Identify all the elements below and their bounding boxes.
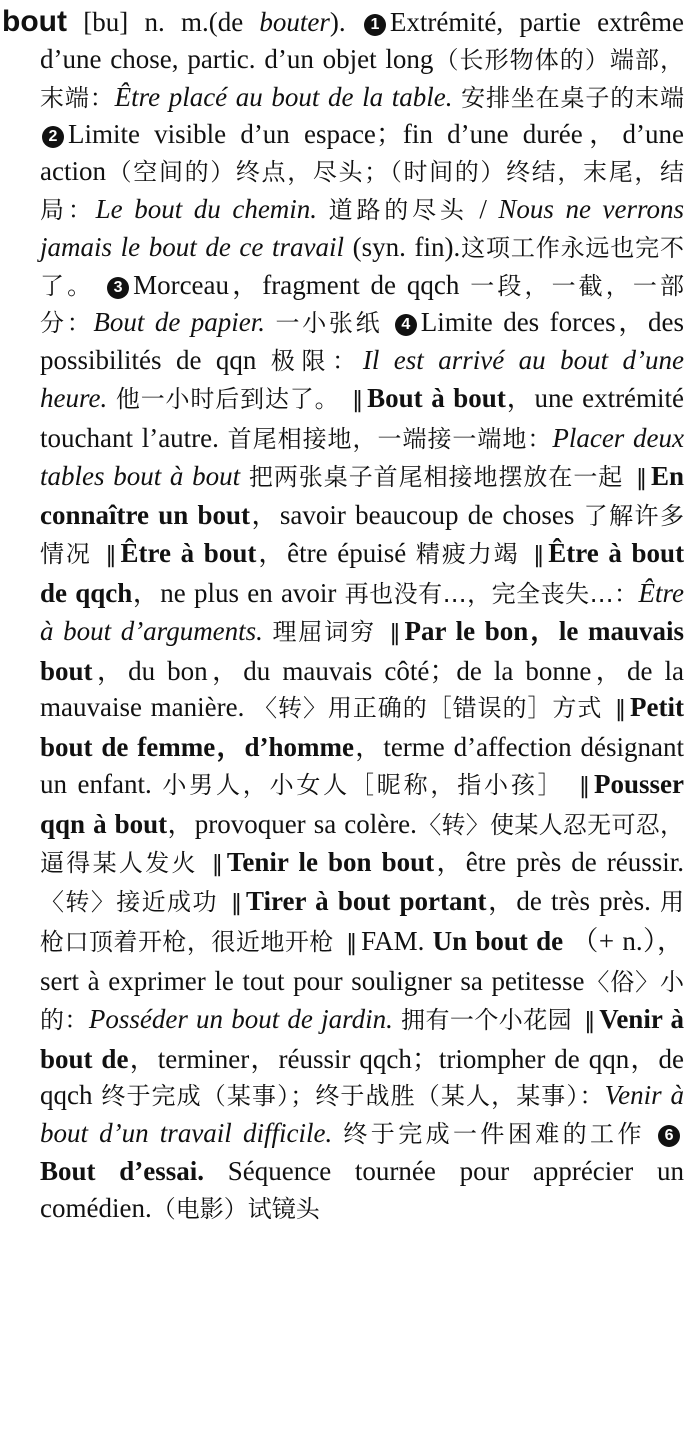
sense-3-example-translation: 一小张纸 xyxy=(275,309,383,338)
phrase-definition: ，être près de réussir. xyxy=(434,846,685,877)
sense-number-2: 2 xyxy=(42,126,64,148)
phrase-separator: ‖ xyxy=(231,891,243,917)
phrase-separator: ‖ xyxy=(346,931,358,957)
phrase-translation: 了解许多情况 xyxy=(40,502,685,569)
phrase-separator: ‖ xyxy=(615,697,627,723)
phrase-separator: ‖ xyxy=(389,620,401,646)
sense-3-translation: 一段，一截，一部分： xyxy=(40,271,685,338)
etymology-open: (de xyxy=(208,7,260,37)
phrase-term: Pousser qqn à bout xyxy=(40,768,685,839)
headword: bout xyxy=(2,5,67,38)
sense-1-example: Être placé au bout de la table. xyxy=(114,81,453,112)
phrase-definition: ，une extrémité touchant l’autre. xyxy=(40,382,685,453)
phrase-term: Petit bout de femme，d’homme xyxy=(40,692,684,763)
example-separator: / xyxy=(479,193,487,224)
sense-3-example: Bout de papier. xyxy=(93,307,266,338)
phrase-term: Un bout de xyxy=(432,926,564,957)
phrase-term: Être à bout de qqch xyxy=(40,538,685,608)
phrase-translation: 〈转〉使某人忍无可忍，逼得某人发火 xyxy=(40,810,685,877)
phrase-definition: ，du bon，du mauvais côté；de la bonne，de la mauvaise manière. xyxy=(40,655,684,723)
phrase-translation: 精疲力竭 xyxy=(415,540,520,569)
sense-3-definition: Morceau，fragment de qqch xyxy=(133,269,460,300)
part-of-speech: n. m. xyxy=(144,7,209,37)
phrase-separator: ‖ xyxy=(211,851,223,877)
phrase-separator: ‖ xyxy=(579,773,591,799)
sense-2-definition: Limite visible d’un espace；fin d’une durée，d’une action xyxy=(40,119,684,187)
phrase-definition: ，de très près. xyxy=(486,886,651,917)
dictionary-entry xyxy=(2,4,685,1228)
etymology-close: ). xyxy=(329,7,346,37)
phrase-translation: 再也没有…，完全丧失…： xyxy=(344,579,639,608)
sense-2-example-1: Le bout du chemin. xyxy=(95,193,318,224)
sense-number-1: 1 xyxy=(364,14,386,36)
sense-6-term: Bout d’essai. xyxy=(40,1155,205,1186)
phrase-definition: ，être épuisé xyxy=(256,538,407,569)
sense-4-definition: Limite des forces，des possibilités de qqn xyxy=(40,307,684,376)
sense-6-definition: Séquence tournée pour apprécier un comédien. xyxy=(40,1155,684,1223)
phrase-translation: 小男人，小女人［昵称，指小孩］ xyxy=(162,770,565,799)
sense-2-example-1-translation: 道路的尽头 xyxy=(328,195,468,224)
sense-1-definition: Extrémité, partie extrême d’une chose, partic. d’un objet long xyxy=(40,7,685,74)
phrase-definition: ，terminer，réussir qqch；triompher de qqn，de qqch xyxy=(40,1043,684,1111)
phrase-definition: ，terme d’affection désignant un enfant. xyxy=(40,732,684,799)
phrase-separator: ‖ xyxy=(533,543,545,569)
phrase-definition: ，provoquer sa colère. xyxy=(167,808,417,839)
phrase-term: Venir à bout de xyxy=(40,1003,685,1074)
sense-number-4: 4 xyxy=(395,314,417,336)
sense-number-3: 3 xyxy=(107,277,129,299)
phrase-definition: ，savoir beaucoup de choses xyxy=(249,500,575,531)
sense-6-translation: （电影）试镜头 xyxy=(151,1194,320,1223)
phrase-term: Tirer à bout portant xyxy=(246,886,487,917)
phrase-term: Bout à bout xyxy=(367,382,506,413)
phrase-example-translation: 拥有一个小花园 xyxy=(401,1005,573,1034)
phrase-separator: ‖ xyxy=(105,543,117,569)
phrase-translation: 用枪口顶着开枪，很近地开枪 xyxy=(40,888,685,957)
etymology-word: bouter xyxy=(259,7,330,37)
phrase-example: Être à bout d’arguments. xyxy=(40,577,685,646)
sense-2-example-2-translation: 这项工作永远也完不了。 xyxy=(40,233,685,300)
sense-2-example-2: Nous ne verrons jamais le bout de ce travail xyxy=(40,193,685,262)
phrase-translation: 〈转〉用正确的［错误的］方式 xyxy=(253,694,603,723)
phrase-definition: ，ne plus en avoir xyxy=(132,577,337,608)
sense-4-example-translation: 他一小时后到达了。 xyxy=(115,384,340,413)
sense-number-6: 6 xyxy=(658,1125,680,1147)
phrase-translation: 〈转〉接近成功 xyxy=(40,888,218,917)
phrase-example: Venir à bout d’un travail difficile. xyxy=(40,1080,684,1149)
usage-label: FAM. xyxy=(361,926,425,957)
sense-4-translation: 极限： xyxy=(270,347,363,376)
phrase-example-translation: 理屈词穷 xyxy=(272,617,376,646)
phrase-example-translation: 终于完成一件困难的工作 xyxy=(343,1120,645,1149)
phrase-translation: 首尾相接地，一端接一端地： xyxy=(227,424,553,453)
phrase-example: Placer deux tables bout à bout xyxy=(40,422,685,491)
phrase-term: En connaître un bout xyxy=(40,460,685,531)
phrase-separator: ‖ xyxy=(584,1008,596,1034)
sense-4-example: Il est arrivé au bout d’une heure. xyxy=(40,345,685,413)
phrase-term: Être à bout xyxy=(120,538,257,569)
phrase-translation: 终于完成（某事）；终于战胜（某人，某事）： xyxy=(101,1082,605,1111)
phrase-translation: 〈俗〉小的： xyxy=(40,967,684,1034)
pronunciation: [bu] xyxy=(83,7,129,37)
phrase-separator: ‖ xyxy=(636,465,647,491)
phrase-definition: （+ n.），sert à exprimer le tout pour souligner sa petitesse xyxy=(40,926,685,996)
synonym-note: (syn. fin). xyxy=(352,231,461,262)
phrase-example-translation: 把两张桌子首尾相接地摆放在一起 xyxy=(248,462,624,491)
phrase-term: Tenir le bon bout xyxy=(226,846,435,877)
phrase-example: Posséder un bout de jardin. xyxy=(88,1003,393,1034)
sense-1-example-translation: 安排坐在桌子的末端 xyxy=(461,83,685,112)
phrase-term: Par le bon，le mauvais bout xyxy=(40,615,685,686)
sense-1-translation: （长形物体的）端部，末端： xyxy=(40,45,684,112)
phrase-separator: ‖ xyxy=(352,387,364,413)
sense-2-translation: （空间的）终点，尽头；（时间的）终结，末尾，结局： xyxy=(40,158,684,224)
